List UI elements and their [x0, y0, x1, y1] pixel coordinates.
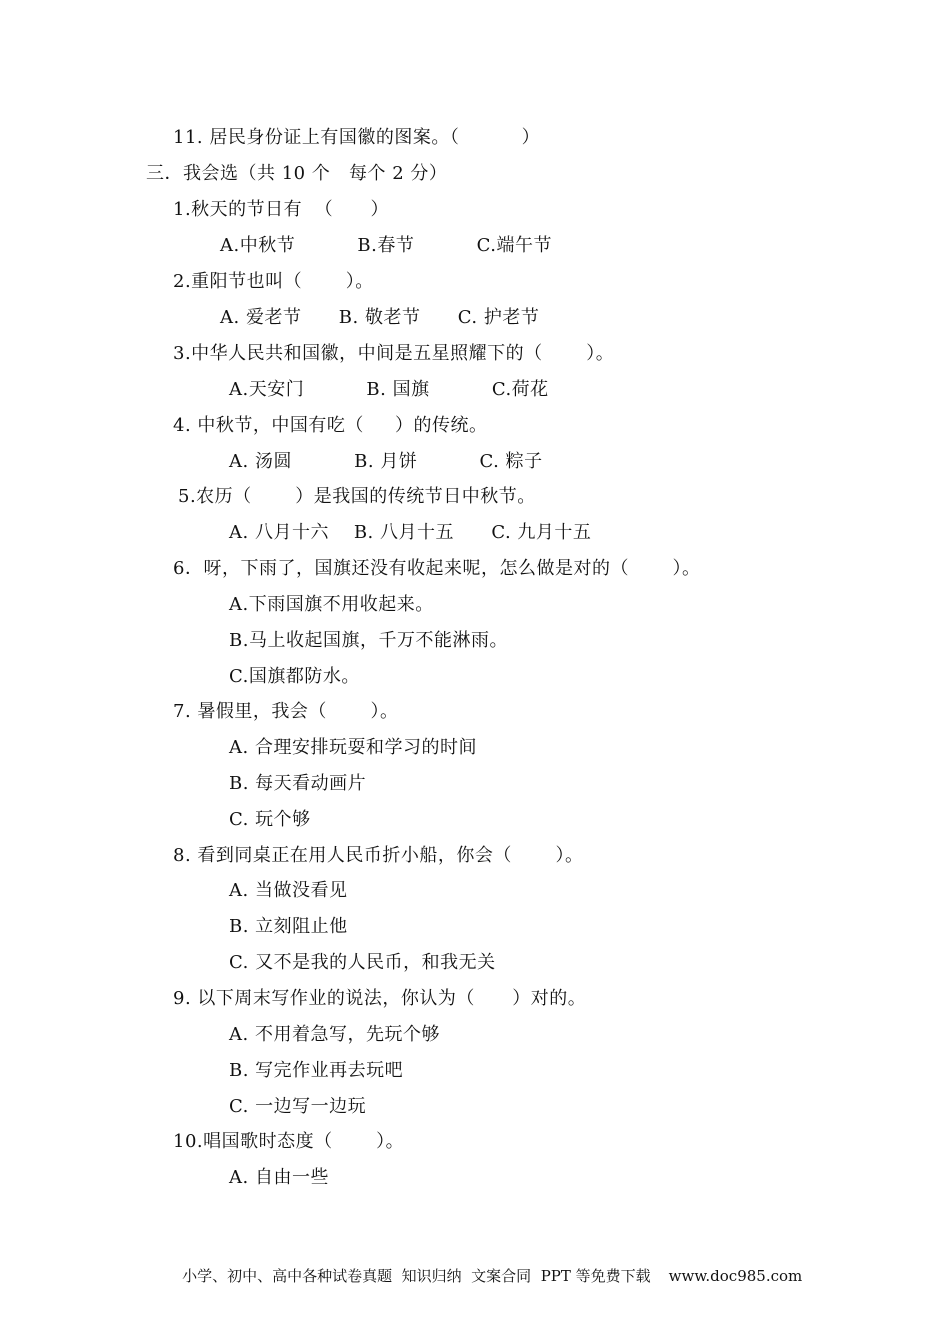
question-3-options: A.天安门 B. 国旗 C.荷花: [229, 379, 549, 400]
question-9-option-b: B. 写完作业再去玩吧: [229, 1060, 404, 1081]
question-6-option-a: A.下雨国旗不用收起来。: [229, 594, 434, 615]
question-6: 6．呀，下雨了，国旗还没有收起来呢，怎么做是对的（ ）。: [173, 558, 701, 579]
question-8-option-a: A. 当做没看见: [229, 880, 348, 901]
question-7: 7. 暑假里，我会（ ）。: [173, 701, 399, 722]
question-1-options: A.中秋节 B.春节 C.端午节: [220, 235, 552, 256]
page-footer: [163, 1246, 802, 1306]
question-9-option-a: A. 不用着急写，先玩个够: [229, 1024, 440, 1045]
question-6-option-b: B.马上收起国旗，千万不能淋雨。: [229, 630, 508, 651]
question-8-option-b: B. 立刻阻止他: [229, 916, 348, 937]
question-9: 9. 以下周末写作业的说法，你认为（ ）对的。: [173, 988, 587, 1009]
question-7-option-b: B. 每天看动画片: [229, 773, 367, 794]
question-8-option-c: C. 又不是我的人民币，和我无关: [229, 952, 496, 973]
question-4-options: A. 汤圆 B. 月饼 C. 粽子: [229, 451, 543, 472]
question-10: 10.唱国歌时态度（ ）。: [173, 1131, 405, 1152]
question-10-option-a: A. 自由一些: [229, 1167, 329, 1188]
question-6-option-c: C.国旗都防水。: [229, 666, 360, 687]
question-1: 1.秋天的节日有 （ ）: [173, 199, 389, 220]
question-3: 3.中华人民共和国徽，中间是五星照耀下的（ ）。: [173, 343, 615, 364]
question-7-option-c: C. 玩个够: [229, 809, 311, 830]
question-4: 4. 中秋节，中国有吃（ ）的传统。: [173, 415, 488, 436]
question-7-option-a: A. 合理安排玩耍和学习的时间: [229, 737, 477, 758]
question-8: 8. 看到同桌正在用人民币折小船，你会（ ）。: [173, 845, 584, 866]
question-5: 5.农历（ ）是我国的传统节日中秋节。: [178, 486, 536, 507]
question-2-options: A. 爱老节 B. 敬老节 C. 护老节: [220, 307, 540, 328]
footer-text: 小学、初中、高中各种试卷真题 知识归纳 文案合同 PPT 等免费下载: [182, 1267, 651, 1285]
question-2: 2.重阳节也叫（ ）。: [173, 271, 374, 292]
footer-website: www.doc985.com: [668, 1267, 803, 1285]
true-false-item-11: 11. 居民身份证上有国徽的图案。（ ）: [173, 127, 541, 148]
question-9-option-c: C. 一边写一边玩: [229, 1096, 367, 1117]
section-3-heading: 三．我会选（共 10 个 每个 2 分）: [146, 163, 448, 184]
question-5-options: A. 八月十六 B. 八月十五 C. 九月十五: [229, 522, 592, 543]
